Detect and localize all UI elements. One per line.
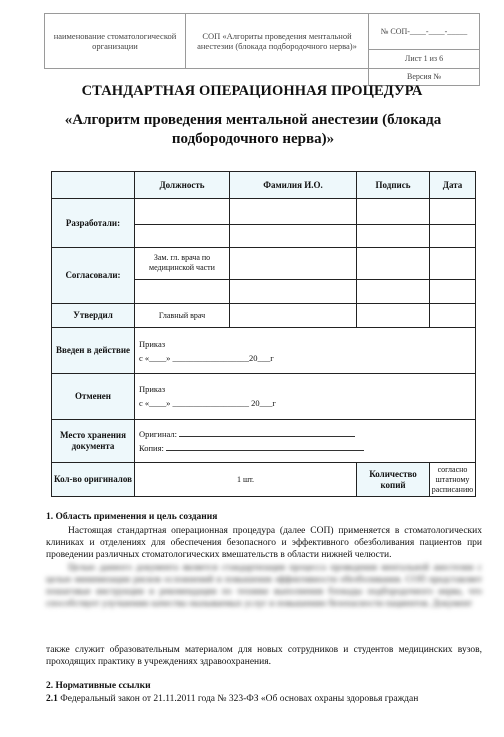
cancelled-label: Отменен [52, 374, 135, 420]
section2-heading: 2. Нормативные ссылки [46, 681, 151, 691]
document-header [44, 13, 480, 86]
col-position-header: Должность [135, 172, 230, 199]
approved-position: Главный врач [135, 304, 230, 328]
original-line [179, 427, 355, 437]
corner-cell [52, 172, 135, 199]
section1-paragraph: Настоящая стандартная операционная процедура (далее СОП) применяется в стоматологических клиниках и отделениях для обеспечения безопасного и эффективного обезболивания пациентов при проведении различных стоматологических вмешательств в области нижней челюсти. [46, 526, 482, 560]
section2-item-number: 2.1 [46, 694, 58, 704]
org-name: наименование стоматологической организации [45, 14, 186, 69]
introduced-order-date: с «____» __________________20___г [139, 352, 274, 363]
section1-paragraph-end: также служит образовательным материалом для новых сотрудников и студентов медицинских вузов, проходящих практику в учреждениях здравоохранения. [46, 645, 482, 667]
copy-label: Копия: [139, 443, 164, 454]
approved-label: Утвердил [52, 304, 135, 328]
sheet-number: Лист 1 из 6 [369, 50, 480, 69]
version-number: Версия № [369, 69, 480, 86]
approval-table [51, 171, 476, 497]
col-date-header: Дата [430, 172, 476, 199]
col-signature-header: Подпись [357, 172, 430, 199]
copies-label: Количество копий [357, 463, 430, 497]
originals-count-label: Кол-во оригиналов [52, 463, 135, 497]
col-name-header: Фамилия И.О. [230, 172, 357, 199]
introduced-label: Введен в действие [52, 328, 135, 374]
cancelled-order: Приказ [139, 384, 166, 395]
section2-item-text: Федеральный закон от 21.11.2011 года № 323-ФЗ «Об основах охраны здоровья граждан [60, 694, 419, 704]
original-label: Оригинал: [139, 429, 177, 440]
section1-heading: 1. Область применения и цель создания [46, 512, 218, 522]
sop-title-cell: СОП «Алгориты проведения ментальной анестезии (блокада подбородочного нерва)» [186, 14, 369, 69]
sop-number: № СОП-____-____-_____ [369, 14, 480, 50]
document-title: СТАНДАРТНАЯ ОПЕРАЦИОННАЯ ПРОЦЕДУРА [81, 83, 423, 99]
developed-label: Разработали: [52, 199, 135, 248]
storage-label: Место хранения документа [52, 419, 135, 463]
copies-value: согласно штатному расписанию [430, 463, 476, 497]
introduced-order: Приказ [139, 338, 166, 349]
copy-line [166, 441, 364, 451]
cancelled-order-date: с «____» __________________ 20___г [139, 398, 276, 409]
agreed-label: Согласовали: [52, 248, 135, 304]
blurred-text: Целью данного документа является стандартизация процесса проведения ментальной анестезии с целью минимизации рисков осложнений и повышения эффективности обезболивания. СОП представляет пошаговые инструкции и рекомендации по технике выполнения блокады подбородочного нерва, что способствует улучшению качества оказываемых услуг и повышению безопасности пациентов. Документ [46, 563, 482, 609]
document-subtitle: «Алгоритм проведения ментальной анестезии (блокада подбородочного нерва)» [64, 112, 442, 147]
originals-count: 1 шт. [135, 463, 357, 497]
agreed-position: Зам. гл. врача по медицинской части [135, 248, 230, 279]
